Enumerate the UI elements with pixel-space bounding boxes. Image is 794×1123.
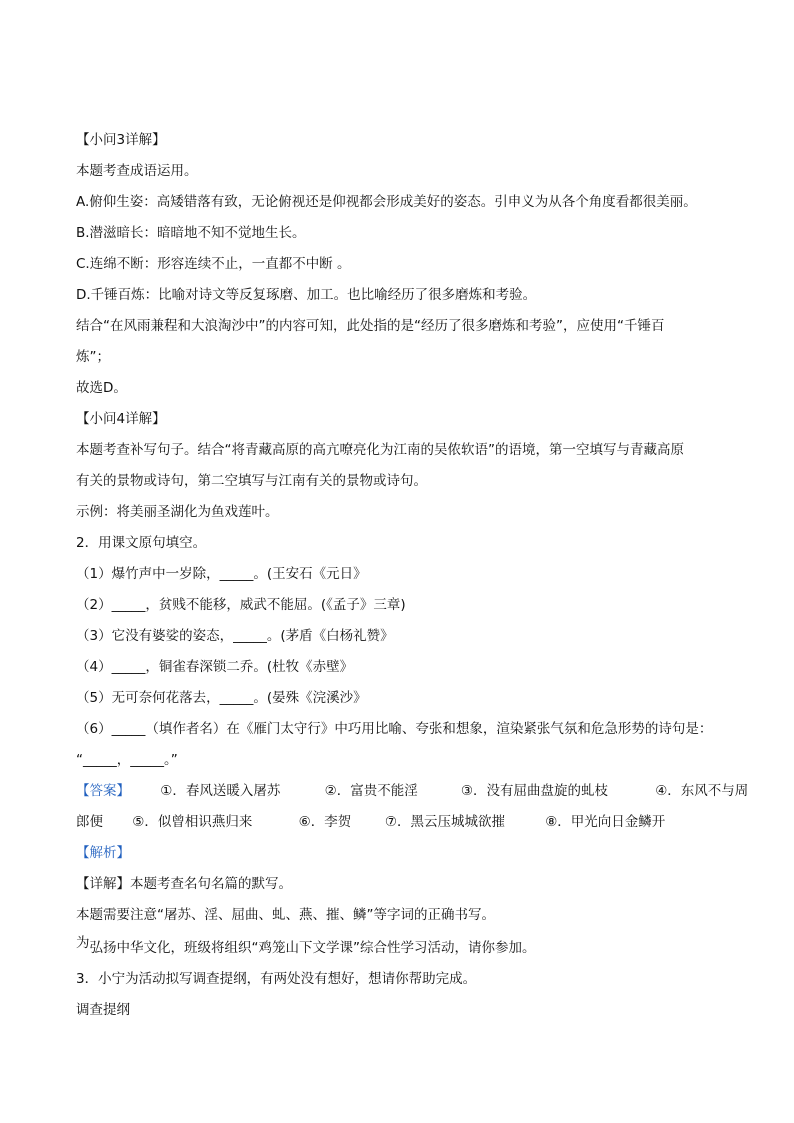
q3-intro: 本题考查成语运用。 xyxy=(76,163,198,179)
q4-intro-line2: 有关的景物或诗句，第二空填写与江南有关的景物或诗句。 xyxy=(76,473,427,489)
activity-intro xyxy=(76,935,736,958)
question2-item-5: （5）无可奈何花落去，_____。(晏殊《浣溪沙》 xyxy=(76,690,367,706)
q3-conclusion-line2: 炼”； xyxy=(76,349,110,365)
answer-2: ②．富贵不能淫 xyxy=(324,783,418,799)
q3-heading: 【小问3详解】 xyxy=(76,132,166,148)
answer-4-part1: ④．东风不与周 xyxy=(655,783,749,799)
outline-title: 调查提纲 xyxy=(76,1002,130,1018)
activity-question3: 3．小宁为活动拟写调查提纲，有两处没有想好，想请你帮助完成。 xyxy=(76,971,477,987)
q4-example: 示例：将美丽圣湖化为鱼戏莲叶。 xyxy=(76,504,279,520)
q3-choice: 故选D。 xyxy=(76,380,127,396)
answer-7: ⑦．黑云压城城欲摧 xyxy=(384,814,505,830)
q3-option-a: A.俯仰生姿：高矮错落有致，无论俯视还是仰视都会形成美好的姿态。引申义为从各个角度看都很美丽。 xyxy=(76,194,697,210)
analysis-note: 本题需要注意“屠苏、淫、屈曲、虬、燕、摧、鳞”等字词的正确书写。 xyxy=(76,907,495,923)
answer-6: ⑥．李贺 xyxy=(298,814,352,830)
q3-option-c: C.连绵不断：形容连续不止，一直都不中断 。 xyxy=(76,256,351,272)
question2-item-3: （3）它没有婆娑的姿态，_____。(茅盾《白杨礼赞》 xyxy=(76,628,394,644)
answer-3: ③．没有屈曲盘旋的虬枝 xyxy=(460,783,608,799)
activity-intro-text: 弘扬中华文化，班级将组织“鸡笼山下文学课”综合性学习活动，请你参加。 xyxy=(89,940,536,956)
answer-line-2 xyxy=(76,812,736,832)
question2-item-2: （2）_____，贫贱不能移，威武不能屈。(《孟子》三章) xyxy=(76,597,406,613)
answer-8: ⑧．甲光向日金鳞开 xyxy=(545,814,666,830)
question2-item-1: （1）爆竹声中一岁除，_____。(王安石《元日》 xyxy=(76,566,367,582)
q4-intro-line1: 本题考查补写句子。结合“将青藏高原的高亢嘹亮化为江南的吴侬软语”的语境，第一空填写与青藏高原 xyxy=(76,442,684,458)
q3-conclusion-line1: 结合“在风雨兼程和大浪淘沙中”的内容可知，此处指的是“经历了很多磨炼和考验”，应使用“千锤百 xyxy=(76,318,665,334)
question2-item-6-blanks: “_____，_____。” xyxy=(76,752,178,768)
answer-5: ⑤．似曾相识燕归来 xyxy=(132,814,253,830)
answer-line-1 xyxy=(76,781,749,801)
q3-option-d: D.千锤百炼：比喻对诗文等反复琢磨、加工。也比喻经历了很多磨炼和考验。 xyxy=(76,287,537,303)
question2-item-6: （6）_____（填作者名）在《雁门太守行》中巧用比喻、夸张和想象，渲染紧张气氛和危急形势的诗句是： xyxy=(76,721,713,737)
answer-4-part2: 郎便 xyxy=(76,814,103,830)
answer-1: ①．春风送暖入屠苏 xyxy=(160,783,281,799)
q4-heading: 【小问4详解】 xyxy=(76,411,166,427)
activity-intro-first-char: 为 xyxy=(76,935,90,951)
question2-item-4: （4）_____，铜雀春深锁二乔。(杜牧《赤壁》 xyxy=(76,659,354,675)
question2-title: 2．用课文原句填空。 xyxy=(76,535,207,551)
q3-option-b: B.潜滋暗长：暗暗地不知不觉地生长。 xyxy=(76,225,306,241)
answer-label: 【答案】 xyxy=(76,783,130,799)
analysis-label: 【解析】 xyxy=(76,845,130,861)
analysis-detail: 【详解】本题考查名句名篇的默写。 xyxy=(76,876,292,892)
